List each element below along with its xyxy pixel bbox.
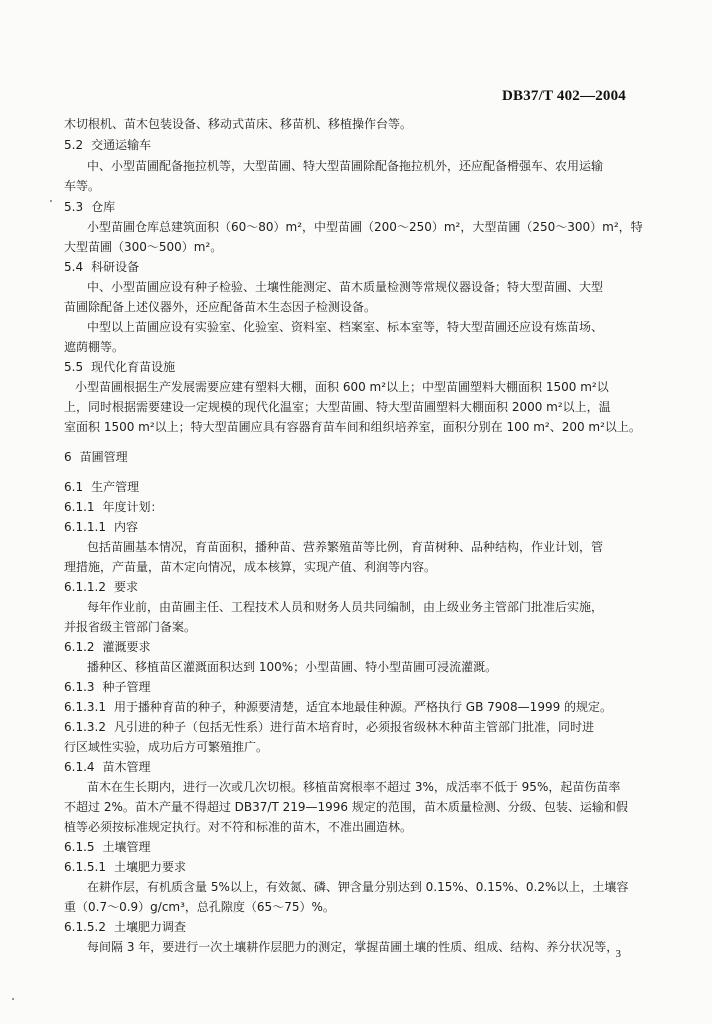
section-title: 生产管理 (91, 480, 140, 494)
standard-code: DB37/T 402—2004 (502, 88, 626, 104)
section-number: 5.4 (64, 260, 84, 274)
section-title: 年度计划： (102, 500, 163, 514)
scan-speck (12, 998, 14, 1000)
section-title: 苗木管理 (102, 760, 151, 774)
section-title: 土壤管理 (102, 840, 151, 854)
section-number: 6.1.3 (64, 680, 95, 694)
section-title: 种子管理 (102, 680, 151, 694)
section-number: 6.1.1 (64, 500, 95, 514)
section-title: 灌溉要求 (102, 640, 151, 654)
clause-text: 用于播种育苗的种子，种源要清楚，适宜本地最佳种源。严格执行 GB 7908—1999 的规定。 (113, 700, 613, 714)
section-number: 6.1.3.1 (64, 700, 106, 714)
clause-text: 凡引进的种子（包括无性系）进行苗木培育时，必须报省级林木种苗主管部门批准，同时进 (113, 720, 594, 734)
section-heading-6-1-1 (64, 499, 163, 515)
paragraph-line: 大型苗圃（300～500）m²。 (64, 240, 223, 254)
paragraph-line: 理措施，产苗量，苗木定向情况，成本核算，实现产值、利润等内容。 (64, 560, 437, 574)
section-heading-5-4 (64, 259, 139, 275)
section-title: 要求 (113, 580, 138, 594)
paragraph-line: 并报省级主管部门备案。 (64, 620, 197, 634)
paragraph-line: 室面积 1500 m²以上；特大型苗圃应具有容器育苗车间和组织培养室，面积分别在 100 m²、200 m²以上。 (64, 420, 641, 434)
section-number: 6.1.4 (64, 760, 95, 774)
section-heading-6-1-2 (64, 639, 151, 655)
paragraph-line: 小型苗圃仓库总建筑面积（60～80）m²，中型苗圃（200～250）m²，大型苗圃（250～300）m²，特 (87, 220, 643, 234)
section-number: 6.1.2 (64, 640, 95, 654)
section-title: 现代化育苗设施 (91, 360, 176, 374)
section-heading-6-1 (64, 479, 139, 495)
paragraph-line: 每间隔 3 年，要进行一次土壤耕作层肥力的测定，掌握苗圃土壤的性质、组成、结构、养分状况等， (87, 940, 619, 954)
section-heading-6-1-5-2 (64, 919, 186, 935)
section-title: 内容 (113, 520, 138, 534)
section-number: 6.1.5.2 (64, 920, 106, 934)
section-number: 6.1.1.2 (64, 580, 106, 594)
section-heading-6-1-3 (64, 679, 151, 695)
section-number: 5.5 (64, 360, 84, 374)
paragraph-line: 木切根机、苗木包装设备、移动式苗床、移苗机、移植操作台等。 (64, 117, 413, 131)
section-number: 6.1.1.1 (64, 520, 106, 534)
paragraph-line: 遮荫棚等。 (64, 340, 125, 354)
paragraph-line: 中、小型苗圃配备拖拉机等，大型苗圃、特大型苗圃除配备拖拉机外，还应配备榾强车、农用运输 (87, 159, 604, 173)
section-heading-6-1-1-2 (64, 579, 138, 595)
paragraph-line: 植等必须按标准规定执行。对不符和标准的苗木，不准出圃造林。 (64, 820, 413, 834)
paragraph-line: 行区域性实验，成功后方可繁殖推广。 (64, 740, 269, 754)
paragraph-line: 每年作业前，由苗圃主任、工程技术人员和财务人员共同编制，由上级业务主管部门批准后实施， (87, 600, 604, 614)
section-heading-6-1-5-1 (64, 859, 186, 875)
section-title: 土壤肥力要求 (113, 860, 186, 874)
clause-6-1-3-1 (64, 699, 612, 715)
paragraph-line: 车等。 (64, 179, 101, 193)
section-title: 科研设备 (91, 260, 140, 274)
section-title: 交通运输车 (91, 138, 152, 152)
section-number: 5.2 (64, 138, 84, 152)
paragraph-line: 上，同时根据需要建设一定规模的现代化温室；大型苗圃、特大型苗圃塑料大棚面积 2000 m²以上，温 (64, 400, 611, 414)
section-number: 6.1.5.1 (64, 860, 106, 874)
paragraph-line: 中、小型苗圃应设有种子检验、土壤性能测定、苗木质量检测等常规仪器设备；特大型苗圃、大型 (87, 280, 604, 294)
paragraph-line: 中型以上苗圃应设有实验室、化验室、资料室、档案室、标本室等，特大型苗圃还应设有炼苗场、 (87, 320, 604, 334)
scan-speck (50, 200, 52, 202)
paragraph-line: 在耕作层，有机质含量 5%以上，有效氮、磷、钾含量分别达到 0.15%、0.15%、0.2%以上，土壤容 (87, 880, 629, 894)
paragraph-line: 小型苗圃根据生产发展需要应建有塑料大棚，面积 600 m²以上；中型苗圃塑料大棚面积 1500 m²以 (75, 380, 609, 394)
section-heading-6 (64, 449, 128, 465)
paragraph-line: 包括苗圃基本情况，育苗面积，播种苗、营养繁殖苗等比例，育苗树种、品种结构，作业计划，管 (87, 540, 604, 554)
section-title: 仓库 (91, 200, 116, 214)
section-number: 6.1 (64, 480, 84, 494)
section-heading-6-1-1-1 (64, 519, 138, 535)
section-title: 土壤肥力调查 (113, 920, 186, 934)
paragraph-line: 苗圃除配备上述仪器外，还应配备苗木生态因子检测设备。 (64, 300, 377, 314)
section-number: 6.1.3.2 (64, 720, 106, 734)
paragraph-line: 播种区、移植苗区灌溉面积达到 100%；小型苗圃、特小型苗圃可浸流灌溉。 (87, 660, 498, 674)
section-heading-6-1-5 (64, 839, 151, 855)
section-number: 6 (64, 450, 72, 464)
section-heading-5-2 (64, 137, 151, 153)
section-heading-5-5 (64, 359, 175, 375)
section-title: 苗圃管理 (79, 450, 128, 464)
section-number: 5.3 (64, 200, 84, 214)
paragraph-line: 苗木在生长期内，进行一次或几次切根。移植苗窝根率不超过 3%，成活率不低于 95%，起苗伤苗率 (87, 780, 621, 794)
clause-6-1-3-2 (64, 719, 594, 735)
section-number: 6.1.5 (64, 840, 95, 854)
page-number: 3 (615, 948, 621, 960)
paragraph-line: 重（0.7～0.9）g/cm³，总孔隙度（65～75）%。 (64, 900, 335, 914)
section-heading-6-1-4 (64, 759, 151, 775)
paragraph-line: 不超过 2%。苗木产量不得超过 DB37/T 219—1996 规定的范围，苗木质量检测、分级、包装、运输和假 (64, 800, 628, 814)
section-heading-5-3 (64, 199, 115, 215)
